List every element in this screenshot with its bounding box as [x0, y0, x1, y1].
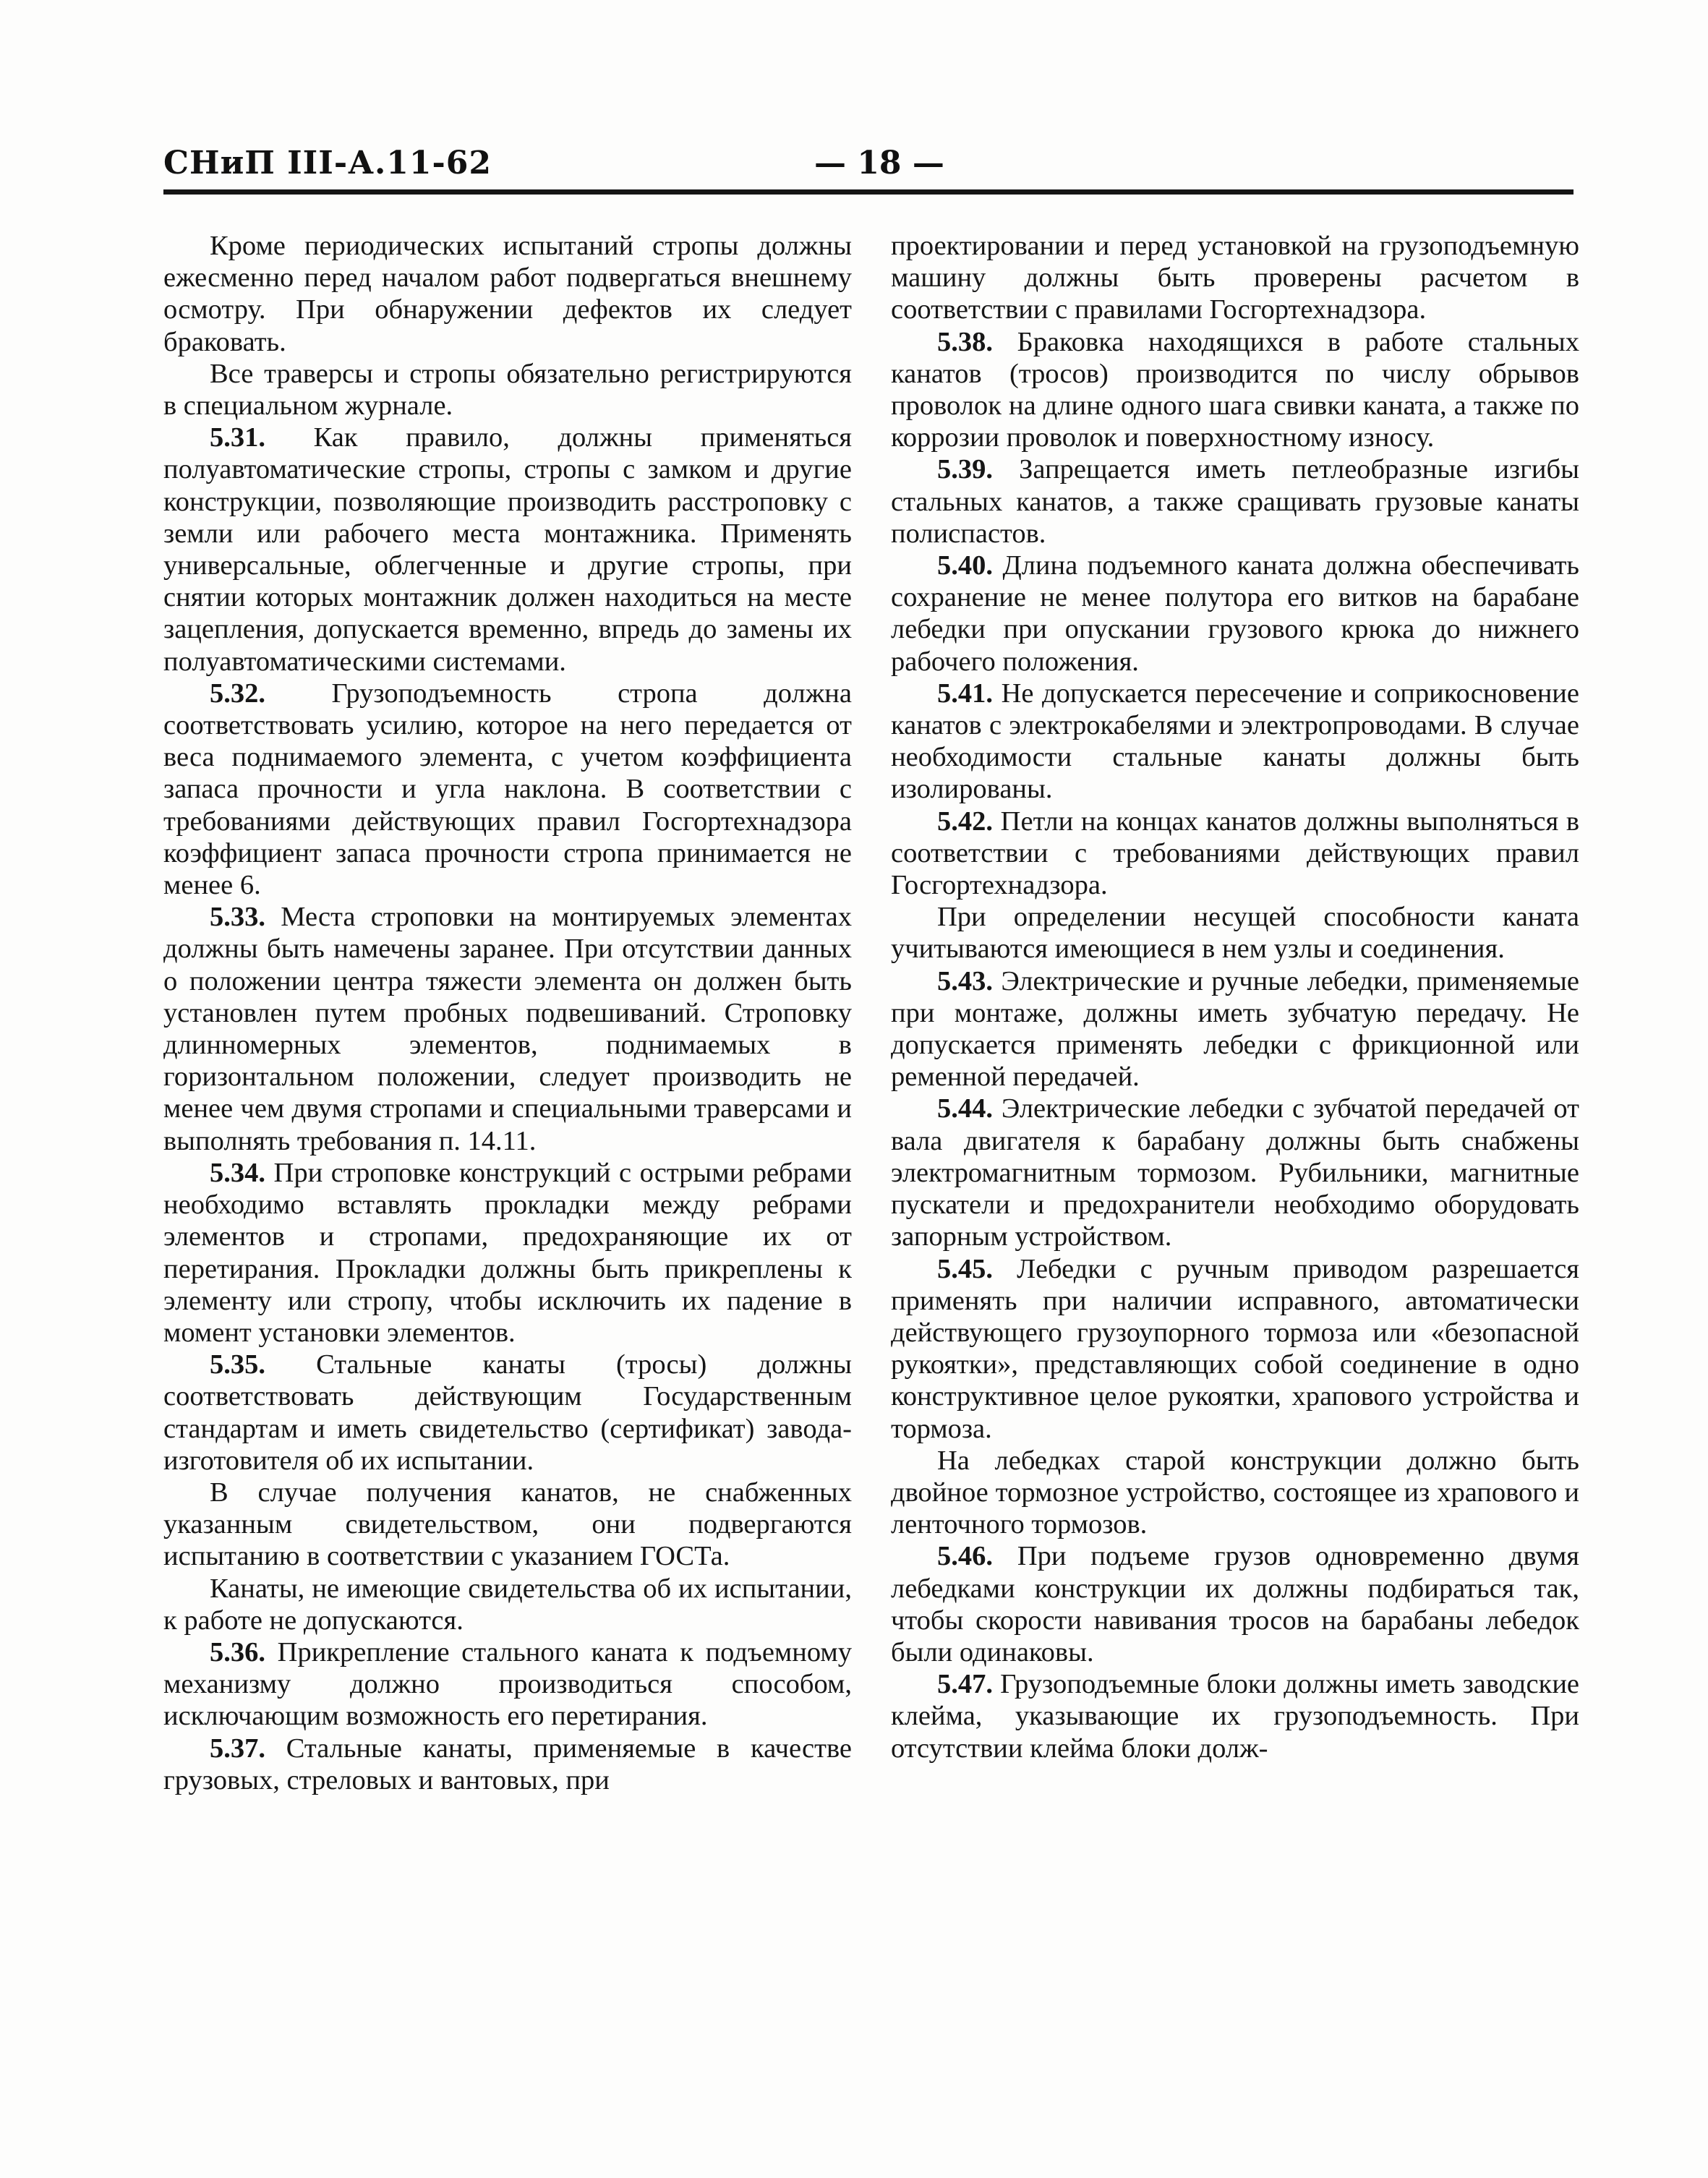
paragraph-5-46: 5.46. При подъеме грузов одновременно двумя лебедками конструкции их должны подбираться так, чтобы скорости навивания тросов на барабаны лебедок были одинаковы. [891, 1541, 1579, 1667]
paragraph-5-37: 5.37. Стальные канаты, применяемые в качестве грузовых, стреловых и вантовых, при [163, 1733, 852, 1795]
document-code: СНиП III-А.11-62 [163, 145, 492, 182]
header-rule [163, 189, 1574, 195]
paragraph: Все траверсы и стропы обязательно регистрируются в специальном журнале. [163, 358, 852, 422]
paragraph: Кроме периодических испытаний стропы должны ежесменно перед началом работ подвергаться внешнему осмотру. При обнаружении дефектов их следует браковать. [163, 231, 852, 357]
paragraph-5-41: 5.41. Не допускается пересечение и соприкосновение канатов с электрокабелями и электропроводами. В случае необходимости стальные канаты должны быть изолированы. [891, 678, 1579, 805]
paragraph: На лебедках старой конструкции должно быть двойное тормозное устройство, состоящее из храпового и ленточного тормозов. [891, 1445, 1579, 1540]
paragraph-5-31: 5.31. Как правило, должны применяться полуавтоматические стропы, стропы с замком и другие конструкции, позволяющие производить расстроповку с земли или рабочего места монтажника. Применять универсальные, облегченные и другие стропы, при снятии которых монтажник должен находиться на месте зацепления, допускается временно, впредь до замены их полуавтоматическими системами. [163, 422, 852, 677]
paragraph-5-38: 5.38. Браковка находящихся в работе стальных канатов (тросов) производится по числу обрывов проволок на длине одного шага свивки каната, а также по коррозии проволок и поверхностному износу. [891, 326, 1579, 453]
paragraph-5-45: 5.45. Лебедки с ручным приводом разрешается применять при наличии исправного, автоматически действующего грузоупорного тормоза или «безопасной рукоятки», представляющих собой соединение в одно конструктивное целое рукоятки, храпового устройства и тормоза. [891, 1253, 1579, 1444]
paragraph-5-35: 5.35. Стальные канаты (тросы) должны соответствовать действующим Государственным стандартам и иметь свидетельство (сертификат) завода-изготовителя об их испытании. [163, 1349, 852, 1476]
paragraph-5-42: 5.42. Петли на концах канатов должны выполняться в соответствии с требованиями действующих правил Госгортехнадзора. [891, 806, 1579, 901]
left-column [163, 230, 852, 2009]
paragraph: Канаты, не имеющие свидетельства об их испытании, к работе не допускаются. [163, 1573, 852, 1636]
paragraph-5-33: 5.33. Места строповки на монтируемых элементах должны быть намечены заранее. При отсутствии данных о положении центра тяжести элемента он должен быть установлен путем пробных подвешиваний. Строповку длинномерных элементов, поднимаемых в горизонтальном положении, следует производить не менее чем двумя стропами и специальными траверсами и выполнять требования п. 14.11. [163, 902, 852, 1156]
paragraph-5-44: 5.44. Электрические лебедки с зубчатой передачей от вала двигателя к барабану должны быть снабжены электромагнитным тормозом. Рубильники, магнитные пускатели и предохранители необходимо оборудовать запорным устройством. [891, 1093, 1579, 1252]
paragraph-5-36: 5.36. Прикрепление стального каната к подъемному механизму должно производиться способом, исключающим возможность его перетирания. [163, 1636, 852, 1732]
right-column [891, 230, 1579, 2009]
paragraph-5-40: 5.40. Длина подъемного каната должна обеспечивать сохранение не менее полутора его витков на барабане лебедки при опускании грузового крюка до нижнего рабочего положения. [891, 550, 1579, 677]
paragraph-5-39: 5.39. Запрещается иметь петлеобразные изгибы стальных канатов, а также сращивать грузовые канаты полиспастов. [891, 454, 1579, 549]
paragraph-5-47: 5.47. Грузоподъемные блоки должны иметь заводские клейма, указывающие их грузоподъемность. При отсутствии клейма блоки долж- [891, 1669, 1579, 1764]
paragraph-5-43: 5.43. Электрические и ручные лебедки, применяемые при монтаже, должны иметь зубчатую передачу. Не допускается применять лебедки с фрикционной или ременной передачей. [891, 965, 1579, 1093]
paragraph-5-32: 5.32. Грузоподъемность стропа должна соответствовать усилию, которое на него передается от веса поднимаемого элемента, с учетом коэффициента запаса прочности и угла наклона. В соответствии с требованиями действующих правил Госгортехнадзора коэффициент запаса прочности стропа принимается не менее 6. [163, 678, 852, 901]
paragraph: При определении несущей способности каната учитываются имеющиеся в нем узлы и соединения. [891, 902, 1579, 965]
page-number: — 18 — [814, 145, 944, 182]
page-header [163, 145, 1581, 195]
paragraph-continued: проектировании и перед установкой на грузоподъемную машину должны быть проверены расчетом в соответствии с правилами Госгортехнадзора. [891, 231, 1579, 325]
paragraph: В случае получения канатов, не снабженных указанным свидетельством, они подвергаются испытанию в соответствии с указанием ГОСТа. [163, 1477, 852, 1572]
paragraph-5-34: 5.34. При строповке конструкций с острыми ребрами необходимо вставлять прокладки между ребрами элементов и стропами, предохраняющие их от перетирания. Прокладки должны быть прикреплены к элементу или стропу, чтобы исключить их падение в момент установки элементов. [163, 1157, 852, 1348]
